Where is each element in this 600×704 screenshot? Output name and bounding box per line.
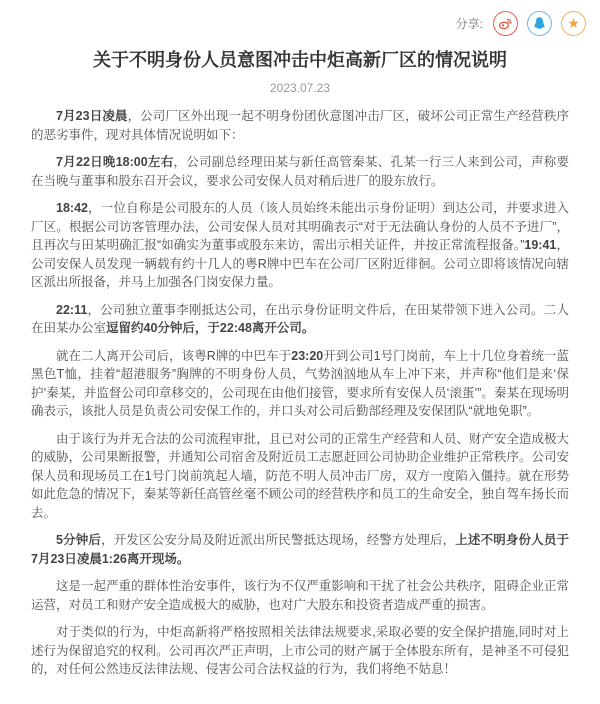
bold-text-run: 5分钟后 xyxy=(56,533,102,548)
text-run: 这是一起严重的群体性治安事件，该行为不仅严重影响和干扰了社会公共秩序，阻碍企业正常运营，对员工和财产安全造成极大的威胁，也对广大股东和投资者造成严重的损害。 xyxy=(31,579,569,612)
text-run: ，公司副总经理田某与新任高管秦某、孔某一行三人来到公司，声称要在当晚与董事和股东召开会议，要求公司安保人员对稍后进厂的股东放行。 xyxy=(31,155,569,188)
weibo-icon xyxy=(498,16,513,31)
article-paragraph xyxy=(31,199,569,292)
article-paragraph xyxy=(31,347,569,421)
text-run: ，开发区公安分局及附近派出所民警抵达现场，经警方处理后， xyxy=(101,533,456,548)
bold-text-run: 7月22日晚18:00左右 xyxy=(56,155,174,170)
share-favorite-button[interactable] xyxy=(561,11,586,36)
star-icon: ★ xyxy=(567,14,580,31)
text-run: ，一位自称是公司股东的人员（该人员始终未能出示身份证明）到达公司，并要求进入厂区。根据公司访客管理办法，公司安保人员对其明确表示“对于无法确认身份的人员不予进厂”，且再次与田某明确汇报“如确实为董事或股东来访，需出示相关证件，并按正常流程报备。” xyxy=(31,201,569,253)
bold-text-run: 19:41 xyxy=(524,238,557,253)
bold-text-run: 7月23日凌晨 xyxy=(56,109,128,124)
text-run: 对于类似的行为，中炬高新将严格按照相关法律法规要求,采取必要的安全保护措施,同时对上述行为保留追究的权利。公司再次严正声明，上市公司的财产属于全体股东所有，是神圣不可侵犯的，对任何公然违反法律法规、侵害公司合法权益的行为，我们将绝不姑息！ xyxy=(31,625,569,677)
text-run: 由于该行为并无合法的公司流程审批，且已对公司的正常生产经营和人员、财产安全造成极大的威胁，公司果断报警，并通知公司宿舍及附近员工志愿赶回公司协助企业维护正常秩序。公司安保人员和现场员工在1号门岗前筑起人墙，防范不明人员冲击厂房，双方一度陷入僵持。就在形势如此危急的情况下，秦某等新任高管丝毫不顾公司的经营秩序和员工的生命安全，独自驾车扬长而去。 xyxy=(31,431,569,520)
article-paragraph xyxy=(31,623,569,679)
article-paragraph xyxy=(31,153,569,190)
article-paragraph xyxy=(31,577,569,614)
share-weibo-button[interactable] xyxy=(493,11,518,36)
text-run: 就在二人离开公司后，该粤R牌的中巴车于 xyxy=(56,348,292,363)
publish-date: 2023.07.23 xyxy=(269,81,331,96)
text-run: ，公司独立董事李刚抵达公司，在出示身份证明文件后，在田某带领下进入公司。二人在田某办公室 xyxy=(31,302,569,336)
article-paragraph xyxy=(31,430,569,523)
bold-text-run: 上述不明身份人员于7月23日凌晨1:26离开现场。 xyxy=(31,533,569,566)
article-paragraph xyxy=(31,301,569,338)
share-bar xyxy=(0,0,600,36)
text-run: ，公司安保人员发现一辆载有约十几人的粤R牌中巴车在公司厂区附近徘徊。公司立即将该情况向辖区派出所报备，并马上加强各门岗安保力量。 xyxy=(31,238,569,290)
article-paragraph xyxy=(31,531,569,568)
bold-text-run: 22:11 xyxy=(56,302,88,317)
qq-penguin-icon xyxy=(532,16,547,31)
text-run: ，公司厂区外出现一起不明身份团伙意图冲击厂区，破坏公司正常生产经营秩序的恶劣事件，现对具体情况说明如下： xyxy=(31,109,569,142)
share-qq-button[interactable] xyxy=(527,11,552,36)
page-title: 关于不明身份人员意图冲击中炬高新厂区的情况说明 xyxy=(93,50,507,70)
share-label: 分享: xyxy=(455,17,483,31)
bold-text-run: 18:42 xyxy=(56,201,88,216)
text-run: 开到公司1号门岗前，车上十几位身着统一蓝黑色T恤，挂着“超港服务”胸牌的不明身份人员，气势汹汹地从车上冲下来，并声称“他们是来‘保护’秦某，并监督公司印章移交的，公司现在由他们接管，要求所有安保人员‘滚蛋’”。秦某在现场明确表示，该批人员是负责公司安保工作的，并口头对公司后勤部经理及安保团队“就地免职”。 xyxy=(31,348,570,419)
bold-text-run: 23:20 xyxy=(291,348,324,363)
article-paragraph xyxy=(31,107,569,144)
bold-text-run: 逗留约40分钟后，于22:48离开公司。 xyxy=(106,321,315,336)
article-body xyxy=(0,95,600,704)
